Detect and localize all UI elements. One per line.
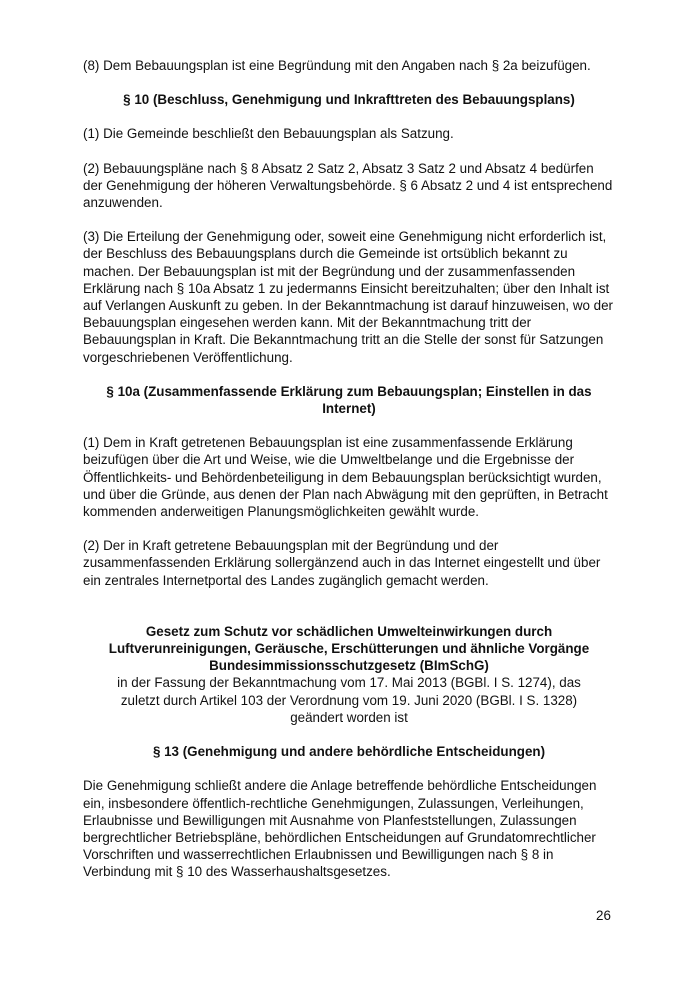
- law-title-block: [83, 623, 615, 726]
- section-10-paragraph-2: (2) Bebauungspläne nach § 8 Absatz 2 Satz 2, Absatz 3 Satz 2 und Absatz 4 bedürfen der Genehmigung der höheren Verwaltungsbehörde. § 6 Absatz 2 und 4 ist entsprechend anzuwenden.: [83, 160, 613, 211]
- law-version-line-3: geändert worden ist: [290, 709, 408, 725]
- law-version-line-1: in der Fassung der Bekanntmachung vom 17. Mai 2013 (BGBl. I S. 1274), das: [117, 675, 581, 691]
- section-10-paragraph-1: (1) Die Gemeinde beschließt den Bebauungsplan als Satzung.: [83, 126, 454, 142]
- section-10a-paragraph-2: (2) Der in Kraft getretene Bebauungsplan mit der Begründung und der zusammenfassenden Erklärung sollergänzend auch in das Internet eingestellt und über ein zentrales Internetportal des Landes zugänglich gemacht werden.: [83, 538, 601, 588]
- law-version-line-2: zuletzt durch Artikel 103 der Verordnung vom 19. Juni 2020 (BGBl. I S. 1328): [120, 692, 578, 708]
- paragraph-8: (8) Dem Bebauungsplan ist eine Begründung mit den Angaben nach § 2a beizufügen.: [83, 58, 591, 73]
- law-title-line-1: Gesetz zum Schutz vor schädlichen Umwelteinwirkungen durch: [145, 623, 553, 639]
- section-10a-paragraph-1: (1) Dem in Kraft getretenen Bebauungsplan ist eine zusammenfassende Erklärung beizufügen über die Art und Weise, wie die Umweltbelange und die Ergebnisse der Öffentlichkeits- und Behördenbeteiligung in dem Bebauungsplan berücksichtigt wurden, und über die Gründe, aus denen der Plan nach Abwägung mit den geprüften, in Betracht kommenden anderweitigen Planungsmöglichkeiten gewählt wurde.: [83, 435, 608, 520]
- page-number: 26: [596, 908, 611, 923]
- section-13-heading: § 13 (Genehmigung und andere behördliche Entscheidungen): [152, 744, 546, 760]
- section-10-heading: § 10 (Beschluss, Genehmigung und Inkrafttreten des Bebauungsplans): [123, 92, 575, 108]
- law-title-line-2: Luftverunreinigungen, Geräusche, Erschütterungen und ähnliche Vorgänge: [108, 641, 590, 657]
- law-title-line-3: Bundesimmissionsschutzgesetz (BImSchG): [209, 658, 489, 674]
- section-10a-heading: § 10a (Zusammenfassende Erklärung zum Bebauungsplan; Einstellen in das Internet): [106, 383, 592, 417]
- section-13-text: Die Genehmigung schließt andere die Anlage betreffende behördliche Entscheidungen ein, insbesondere öffentlich-rechtliche Genehmigungen, Zulassungen, Verleihungen, Erlaubnisse und Bewilligungen mit Ausnahme von Planfeststellungen, Zulassungen bergrechtlicher Betriebspläne, behördlichen Entscheidungen auf Grundatomrechtlicher Vorschriften und wasserrechtlichen Erlaubnissen und Bewilligungen nach § 8 in Verbindung mit § 10 des Wasserhaushaltsgesetzes.: [83, 778, 597, 880]
- document-page: [83, 57, 615, 898]
- section-10-paragraph-3: (3) Die Erteilung der Genehmigung oder, soweit eine Genehmigung nicht erforderlich ist, der Beschluss des Bebauungsplans durch die Gemeinde ist ortsüblich bekannt zu machen. Der Bebauungsplan ist mit der Begründung und der zusammenfassenden Erklärung nach § 10a Absatz 1 zu jedermanns Einsicht bereitzuhalten; über den Inhalt ist auf Verlangen Auskunft zu geben. In der Bekanntmachung ist darauf hinzuweisen, wo der Bebauungsplan eingesehen werden kann. Mit der Bekanntmachung tritt der Bebauungsplan in Kraft. Die Bekanntmachung tritt an die Stelle der sonst für Satzungen vorgeschriebenen Veröffentlichung.: [83, 229, 614, 365]
